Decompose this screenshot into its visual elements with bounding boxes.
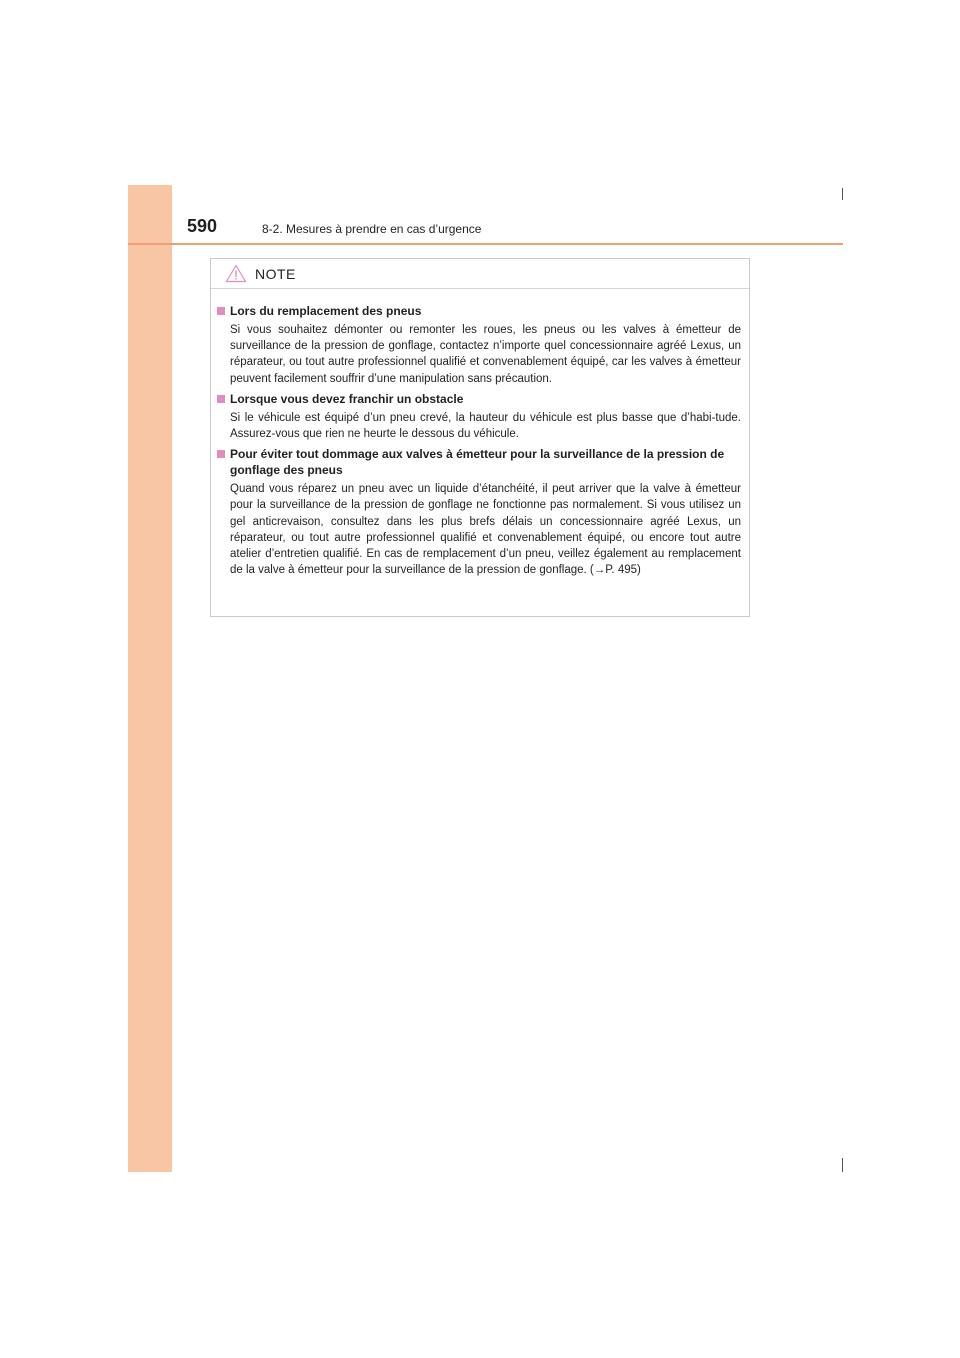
- note-item-valve-damage: [217, 446, 741, 578]
- section-title: 8-2. Mesures à prendre en cas d’urgence: [262, 222, 482, 236]
- crop-mark-top: [842, 188, 843, 200]
- square-bullet-icon: [217, 395, 225, 403]
- note-title: NOTE: [255, 265, 296, 282]
- page-number: 590: [187, 216, 218, 236]
- item-heading: Lors du remplacement des pneus: [230, 304, 422, 318]
- note-box: [210, 258, 750, 617]
- item-heading: Lorsque vous devez franchir un obstacle: [230, 391, 464, 406]
- warning-triangle-icon: [225, 264, 247, 283]
- crop-mark-bottom: [842, 1158, 843, 1172]
- item-text: Si le véhicule est équipé d’un pneu crevé, la hauteur du véhicule est plus basse que d’habi-tude. Assurez-vous que rien ne heurte le dessous du véhicule.: [230, 411, 741, 441]
- note-item-obstacle: [217, 391, 741, 442]
- note-body: [211, 289, 749, 578]
- item-heading: Pour éviter tout dommage aux valves à émetteur pour la surveillance de la pression de gonflage des pneus: [230, 447, 725, 478]
- note-item-tire-replacement: [217, 303, 741, 387]
- side-band: [128, 185, 172, 1172]
- note-header: [211, 259, 749, 289]
- square-bullet-icon: [217, 307, 225, 315]
- square-bullet-icon: [217, 450, 225, 458]
- item-text: Si vous souhaitez démonter ou remonter les roues, les pneus ou les valves à émetteur de surveillance de la pression de gonflage, contactez n’importe quel concessionnaire agréé Lexus, un réparateur, ou tout autre professionnel qualifié et convenablement équipé, car les valves à émetteur peuvent facilement souffrir d’une manipulation sans précaution.: [230, 324, 741, 385]
- header-rule: [128, 243, 843, 245]
- item-text: Quand vous réparez un pneu avec un liquide d’étanchéité, il peut arriver que la valve à émetteur pour la surveillance de la pression de gonflage ne fonctionne pas normalement. Si vous utilisez un gel anticrevaison, consultez dans les plus brefs délais un concessionnaire agréé Lexus, un réparateur, ou tout autre professionnel qualifié et convenablement équipé, ou encore tout autre atelier d’entretien qualifié. En cas de remplacement d’un pneu, veillez également au remplacement de la valve à émetteur pour la surveillance de la pression de gonflage. (→P. 495): [230, 483, 741, 577]
